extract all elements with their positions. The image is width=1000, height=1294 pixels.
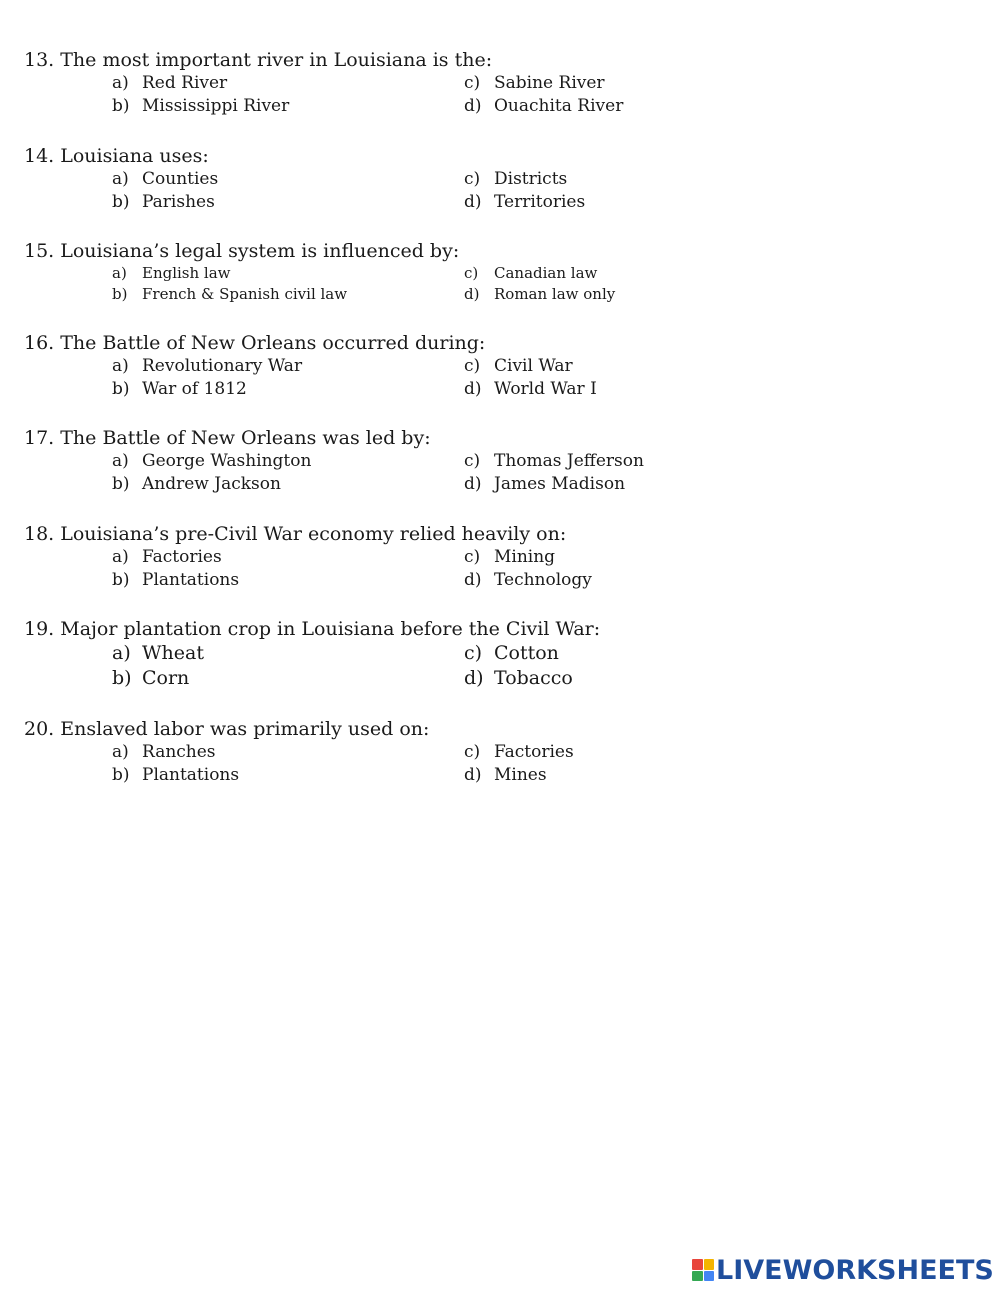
choice-letter: c) (464, 356, 481, 376)
choice-d[interactable] (464, 569, 592, 592)
choice-c[interactable] (464, 641, 559, 666)
choice-list (24, 72, 924, 118)
choice-text: Plantations (142, 570, 240, 590)
choice-d[interactable] (464, 191, 585, 214)
choice-b[interactable] (112, 378, 247, 401)
question-16 (24, 331, 924, 401)
choice-a[interactable] (112, 168, 218, 191)
choice-letter: a) (112, 169, 129, 189)
choice-a[interactable] (112, 263, 231, 284)
choice-text: Civil War (494, 356, 573, 376)
choice-letter: b) (112, 379, 130, 399)
question-18 (24, 522, 924, 592)
choice-list (24, 263, 924, 309)
choice-b[interactable] (112, 569, 239, 592)
choice-text: Counties (142, 169, 219, 189)
choice-b[interactable] (112, 473, 281, 496)
logo-mark-icon (692, 1259, 714, 1281)
choice-a[interactable] (112, 450, 311, 473)
choice-letter: b) (112, 192, 130, 212)
choice-text: Districts (494, 169, 568, 189)
choice-list (24, 546, 924, 592)
choice-d[interactable] (464, 378, 597, 401)
question-text: 15. Louisiana’s legal system is influenced by: (24, 240, 460, 262)
choice-letter: c) (464, 642, 483, 664)
logo-text: LIVEWORKSHEETS (716, 1254, 994, 1286)
question-20 (24, 717, 924, 787)
choice-d[interactable] (464, 666, 573, 691)
choice-text: Factories (142, 547, 222, 567)
choice-text: Mississippi River (142, 96, 290, 116)
choice-text: Ouachita River (494, 96, 624, 116)
choice-letter: c) (464, 264, 479, 282)
choice-a[interactable] (112, 741, 216, 764)
choice-c[interactable] (464, 72, 605, 95)
choice-text: French & Spanish civil law (142, 285, 348, 303)
choice-text: War of 1812 (142, 379, 247, 399)
choice-a[interactable] (112, 355, 302, 378)
choice-letter: b) (112, 765, 130, 785)
choice-letter: b) (112, 96, 130, 116)
choice-letter: d) (464, 96, 482, 116)
choice-letter: c) (464, 451, 481, 471)
choice-text: Andrew Jackson (142, 474, 281, 494)
choice-b[interactable] (112, 666, 189, 691)
choice-b[interactable] (112, 764, 239, 787)
question-17 (24, 426, 924, 496)
choice-d[interactable] (464, 95, 623, 118)
choice-c[interactable] (464, 741, 574, 764)
choice-text: Parishes (142, 192, 215, 212)
choice-text: Sabine River (494, 73, 605, 93)
choice-d[interactable] (464, 284, 615, 305)
choice-letter: a) (112, 451, 129, 471)
choice-d[interactable] (464, 764, 547, 787)
logo-square-yellow (704, 1259, 715, 1270)
choice-text: Roman law only (494, 285, 616, 303)
choice-a[interactable] (112, 72, 227, 95)
choice-letter: d) (464, 570, 482, 590)
question-text: 14. Louisiana uses: (24, 145, 209, 167)
choice-letter: d) (464, 765, 482, 785)
choice-text: George Washington (142, 451, 312, 471)
choice-list (24, 741, 924, 787)
question-text: 13. The most important river in Louisiana is the: (24, 49, 493, 71)
choice-letter: a) (112, 356, 129, 376)
question-19 (24, 617, 924, 687)
choice-text: Ranches (142, 742, 216, 762)
choice-text: Corn (142, 667, 190, 689)
question-text: 18. Louisiana’s pre-Civil War economy relied heavily on: (24, 523, 567, 545)
choice-list (24, 641, 924, 687)
choice-text: Mining (494, 547, 556, 567)
choice-letter: d) (464, 474, 482, 494)
choice-b[interactable] (112, 95, 289, 118)
choice-c[interactable] (464, 450, 644, 473)
choice-letter: a) (112, 547, 129, 567)
question-text: 17. The Battle of New Orleans was led by: (24, 427, 431, 449)
choice-letter: a) (112, 742, 129, 762)
question-text: 19. Major plantation crop in Louisiana before the Civil War: (24, 618, 601, 640)
choice-letter: d) (464, 285, 480, 303)
choice-letter: b) (112, 667, 132, 689)
choice-text: World War I (494, 379, 597, 399)
choice-text: Red River (142, 73, 228, 93)
choice-b[interactable] (112, 191, 215, 214)
choice-c[interactable] (464, 263, 597, 284)
choice-text: Plantations (142, 765, 240, 785)
choice-c[interactable] (464, 168, 567, 191)
choice-text: Thomas Jefferson (494, 451, 644, 471)
question-15 (24, 239, 924, 309)
choice-a[interactable] (112, 641, 204, 666)
choice-letter: c) (464, 169, 481, 189)
choice-list (24, 450, 924, 496)
choice-text: Territories (494, 192, 586, 212)
choice-text: Revolutionary War (142, 356, 303, 376)
liveworksheets-logo (692, 1254, 994, 1286)
logo-square-red (692, 1259, 703, 1270)
choice-text: Wheat (142, 642, 204, 664)
choice-list (24, 168, 924, 214)
question-13 (24, 48, 924, 118)
choice-text: Mines (494, 765, 547, 785)
choice-text: Technology (494, 570, 592, 590)
choice-letter: c) (464, 742, 481, 762)
choice-letter: b) (112, 285, 128, 303)
choice-list (24, 355, 924, 401)
choice-letter: c) (464, 547, 481, 567)
choice-c[interactable] (464, 546, 555, 569)
choice-letter: c) (464, 73, 481, 93)
choice-letter: b) (112, 570, 130, 590)
question-14 (24, 144, 924, 214)
choice-letter: a) (112, 73, 129, 93)
choice-text: Canadian law (494, 264, 598, 282)
choice-text: Factories (494, 742, 574, 762)
choice-c[interactable] (464, 355, 573, 378)
choice-a[interactable] (112, 546, 222, 569)
logo-square-green (692, 1271, 703, 1282)
choice-letter: d) (464, 667, 484, 689)
choice-letter: a) (112, 642, 131, 664)
choice-text: Tobacco (494, 667, 573, 689)
choice-letter: b) (112, 474, 130, 494)
choice-text: Cotton (494, 642, 559, 664)
choice-letter: a) (112, 264, 127, 282)
choice-text: James Madison (494, 474, 626, 494)
choice-text: English law (142, 264, 231, 282)
choice-d[interactable] (464, 473, 625, 496)
question-text: 16. The Battle of New Orleans occurred during: (24, 332, 486, 354)
choice-b[interactable] (112, 284, 347, 305)
choice-letter: d) (464, 379, 482, 399)
choice-letter: d) (464, 192, 482, 212)
logo-square-blue (704, 1271, 715, 1282)
question-text: 20. Enslaved labor was primarily used on: (24, 718, 430, 740)
